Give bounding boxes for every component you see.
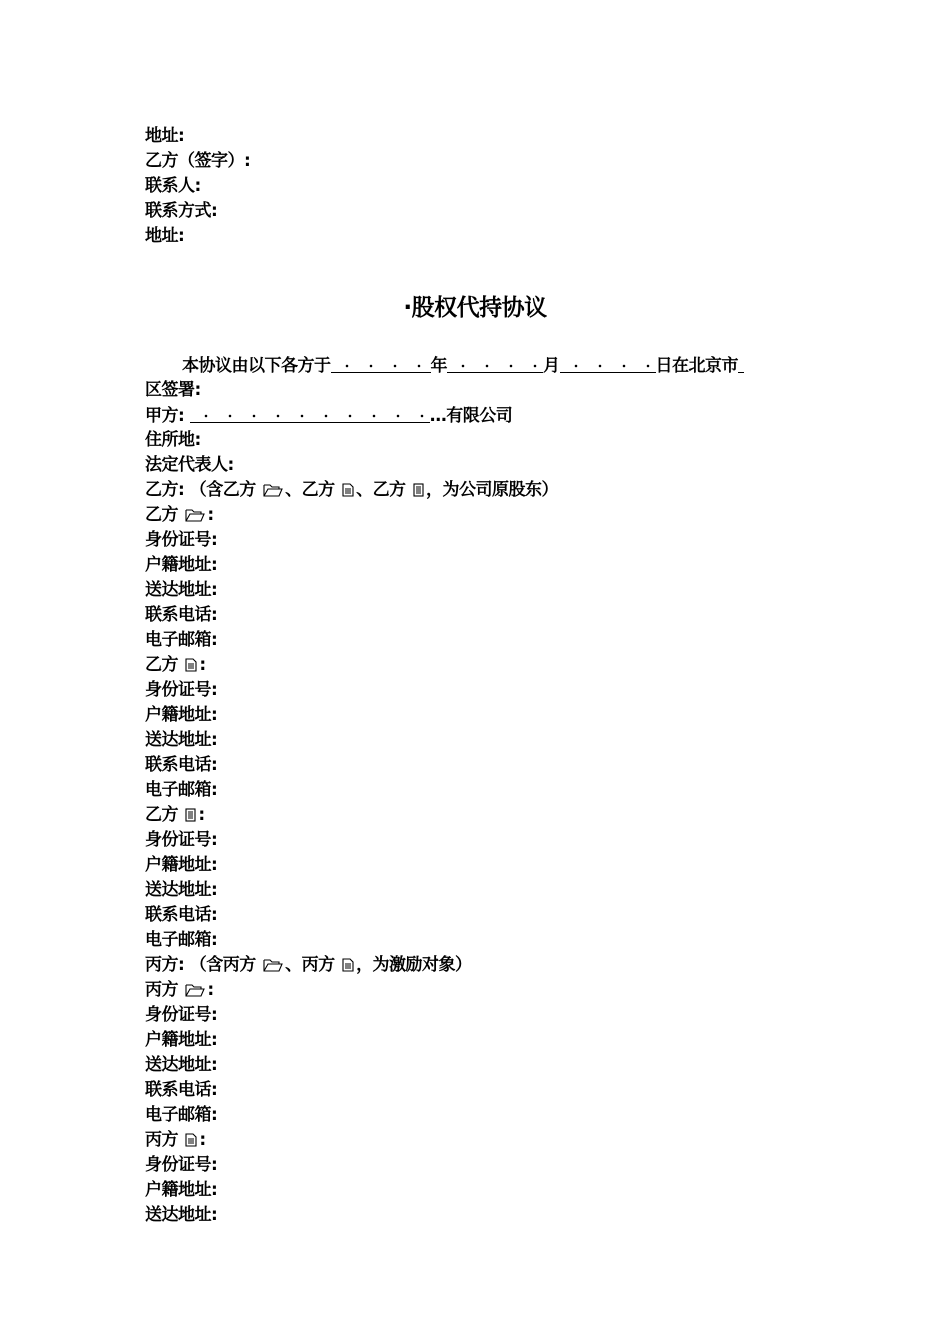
party-b1-email: 电子邮箱: — [145, 630, 218, 650]
file-icon — [185, 808, 196, 822]
document-icon — [342, 483, 354, 497]
bottom-address-label: 地址: — [145, 226, 185, 246]
top-address-label: 地址: — [145, 126, 185, 146]
party-b3-id: 身份证号: — [145, 830, 218, 850]
party-b-intro-name-3: 乙方 — [372, 480, 406, 500]
intro-line — [145, 353, 825, 378]
party-c1-delivery: 送达地址: — [145, 1055, 218, 1075]
party-b3-colon: : — [198, 805, 205, 825]
trailing-blank — [738, 355, 744, 373]
party-c2-colon: : — [199, 1130, 206, 1150]
party-b3-label: 乙方 — [145, 805, 178, 825]
party-b-signature-label: 乙方（签字）: — [145, 151, 251, 171]
party-b2-delivery: 送达地址: — [145, 730, 218, 750]
intro-day-place: 日在北京市 — [655, 356, 738, 376]
party-c1-label: 丙方 — [145, 980, 178, 1000]
party-b2-phone: 联系电话: — [145, 755, 218, 775]
party-b-intro-end: ，为公司原股东） — [425, 480, 558, 500]
contact-person-label: 联系人: — [145, 176, 201, 196]
party-b-intro-name-2: 乙方 — [301, 480, 335, 500]
party-b3-delivery: 送达地址: — [145, 880, 218, 900]
party-b2-colon: : — [199, 655, 206, 675]
party-b-sep-2: 、 — [356, 480, 373, 500]
party-c-intro-name-2: 丙方 — [301, 955, 335, 975]
folder-icon — [185, 508, 205, 522]
party-a-suffix: …有限公司 — [429, 406, 513, 426]
year-blank — [331, 355, 431, 373]
party-c1-id: 身份证号: — [145, 1005, 218, 1025]
party-c2-id: 身份证号: — [145, 1155, 218, 1175]
page-title: ·股权代持协议 — [403, 295, 547, 321]
party-b3-phone: 联系电话: — [145, 905, 218, 925]
party-b-sep-1: 、 — [285, 480, 302, 500]
document-icon — [342, 958, 354, 972]
party-c2-household: 户籍地址: — [145, 1180, 218, 1200]
title-wrapper — [145, 293, 805, 323]
folder-icon — [185, 983, 205, 997]
party-b-intro-text: 乙方: （含乙方 — [145, 480, 256, 500]
party-b2-household: 户籍地址: — [145, 705, 218, 725]
party-b2-id: 身份证号: — [145, 680, 218, 700]
party-c-intro-text: 丙方: （含丙方 — [145, 955, 256, 975]
folder-icon — [263, 483, 283, 497]
party-a-legal-rep: 法定代表人: — [145, 455, 234, 475]
party-c1-heading — [145, 978, 825, 1003]
intro-year: 年 — [430, 356, 447, 376]
party-b2-label: 乙方 — [145, 655, 178, 675]
file-icon — [413, 483, 424, 497]
party-c1-colon: : — [207, 980, 214, 1000]
document-content — [145, 124, 825, 1228]
party-b3-heading — [145, 803, 825, 828]
party-b1-phone: 联系电话: — [145, 605, 218, 625]
party-c1-household: 户籍地址: — [145, 1030, 218, 1050]
party-b2-email: 电子邮箱: — [145, 780, 218, 800]
party-a-line — [145, 403, 825, 428]
party-c2-label: 丙方 — [145, 1130, 178, 1150]
party-b1-colon: : — [207, 505, 214, 525]
party-b1-household: 户籍地址: — [145, 555, 218, 575]
party-b-intro — [145, 478, 825, 503]
party-b3-email: 电子邮箱: — [145, 930, 218, 950]
company-name-blank — [190, 405, 430, 423]
intro-month: 月 — [543, 356, 560, 376]
party-b3-household: 户籍地址: — [145, 855, 218, 875]
party-b2-heading — [145, 653, 825, 678]
party-b1-delivery: 送达地址: — [145, 580, 218, 600]
intro-continuation: 区签署: — [145, 380, 201, 400]
party-a-label: 甲方: — [145, 406, 185, 426]
party-c-intro-end: ，为激励对象） — [356, 955, 472, 975]
intro-prefix: 本协议由以下各方于 — [182, 356, 331, 376]
party-c1-email: 电子邮箱: — [145, 1105, 218, 1125]
party-c2-delivery: 送达地址: — [145, 1205, 218, 1225]
party-b1-label: 乙方 — [145, 505, 178, 525]
party-c2-heading — [145, 1128, 825, 1153]
document-icon — [185, 658, 197, 672]
month-blank — [447, 355, 543, 373]
contact-method-label: 联系方式: — [145, 201, 218, 221]
party-b1-id: 身份证号: — [145, 530, 218, 550]
party-c-sep: 、 — [285, 955, 302, 975]
party-c-intro — [145, 953, 825, 978]
party-a-residence: 住所地: — [145, 430, 201, 450]
party-b1-heading — [145, 503, 825, 528]
folder-icon — [263, 958, 283, 972]
day-blank — [560, 355, 656, 373]
party-c1-phone: 联系电话: — [145, 1080, 218, 1100]
document-icon — [185, 1133, 197, 1147]
